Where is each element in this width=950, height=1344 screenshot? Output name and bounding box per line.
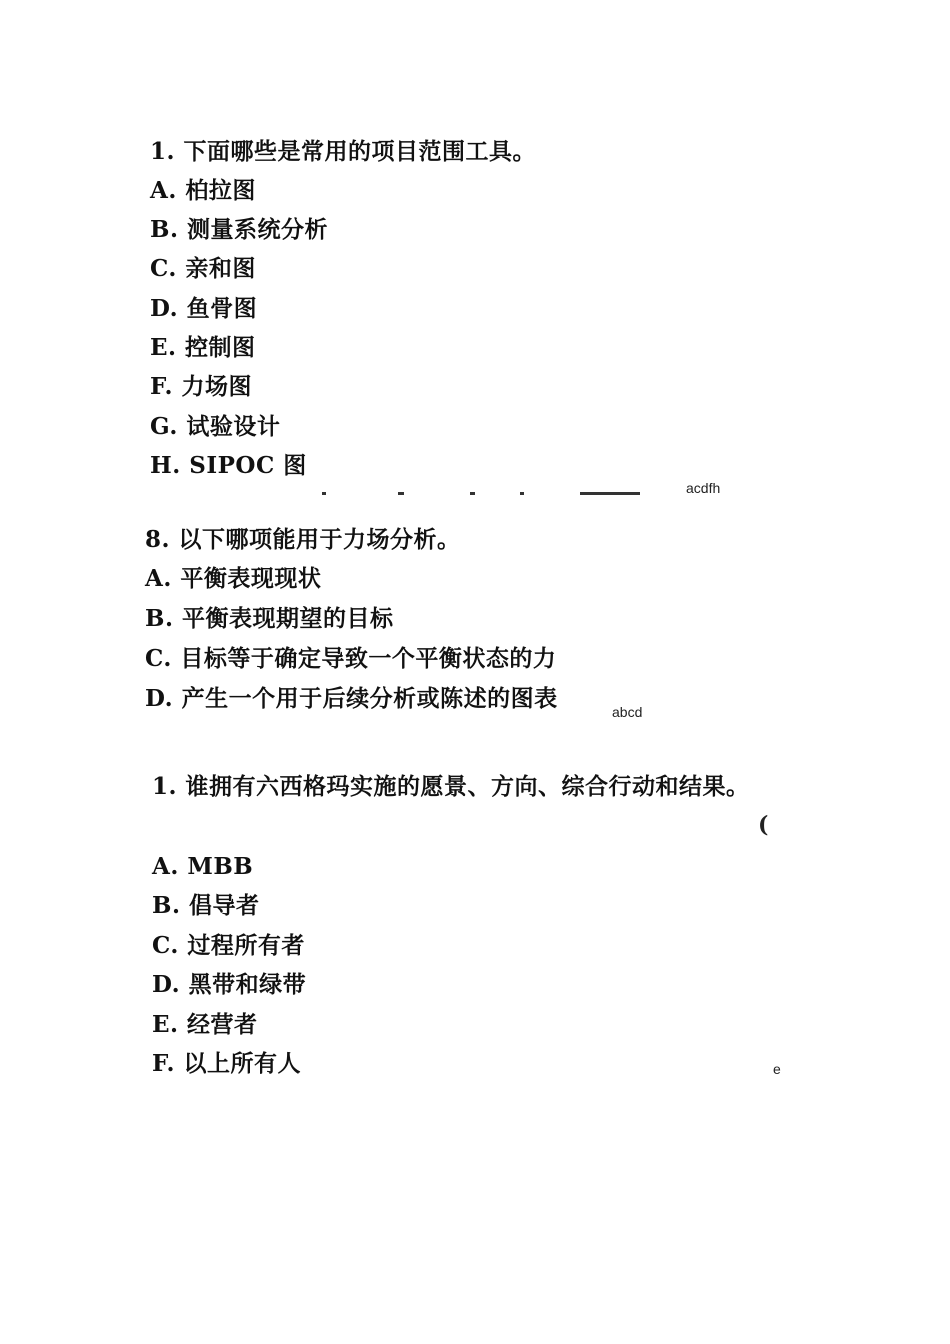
option-f: F. 力场图 [150, 373, 253, 400]
option-e: E. 控制图 [150, 334, 256, 361]
scan-fragment [580, 492, 640, 495]
scan-fragment [398, 492, 404, 495]
option-e: E. 经营者 [152, 1011, 258, 1038]
option-c: C. 亲和图 [150, 255, 256, 282]
option-d: D. 黑带和绿带 [152, 971, 307, 998]
option-h: H. SIPOC 图 [150, 452, 307, 479]
question-stem: 1. 谁拥有六西格玛实施的愿景、方向、综合行动和结果。 [152, 773, 750, 800]
option-c: C. 目标等于确定导致一个平衡状态的力 [145, 645, 557, 672]
option-b: B. 平衡表现期望的目标 [145, 605, 394, 632]
option-d: D. 产生一个用于后续分析或陈述的图表 [145, 685, 558, 712]
scan-fragment [470, 492, 475, 495]
option-b: B. 测量系统分析 [150, 216, 328, 243]
answer-label: e [773, 1061, 781, 1077]
answer-label: abcd [612, 704, 643, 720]
option-b: B. 倡导者 [152, 892, 260, 919]
option-a: A. 平衡表现现状 [145, 565, 322, 592]
question-stem: 8. 以下哪项能用于力场分析。 [145, 526, 461, 553]
scan-fragment [520, 492, 524, 495]
option-d: D. 鱼骨图 [150, 295, 258, 322]
option-a: A. MBB [152, 853, 254, 880]
option-f: F. 以上所有人 [152, 1050, 302, 1077]
answer-bracket: ( [758, 812, 769, 838]
option-g: G. 试验设计 [150, 413, 281, 440]
scan-fragment [322, 492, 326, 495]
answer-label: acdfh [686, 480, 721, 496]
option-a: A. 柏拉图 [150, 177, 256, 204]
option-c: C. 过程所有者 [152, 932, 305, 959]
question-stem: 1. 下面哪些是常用的项目范围工具。 [150, 138, 537, 165]
